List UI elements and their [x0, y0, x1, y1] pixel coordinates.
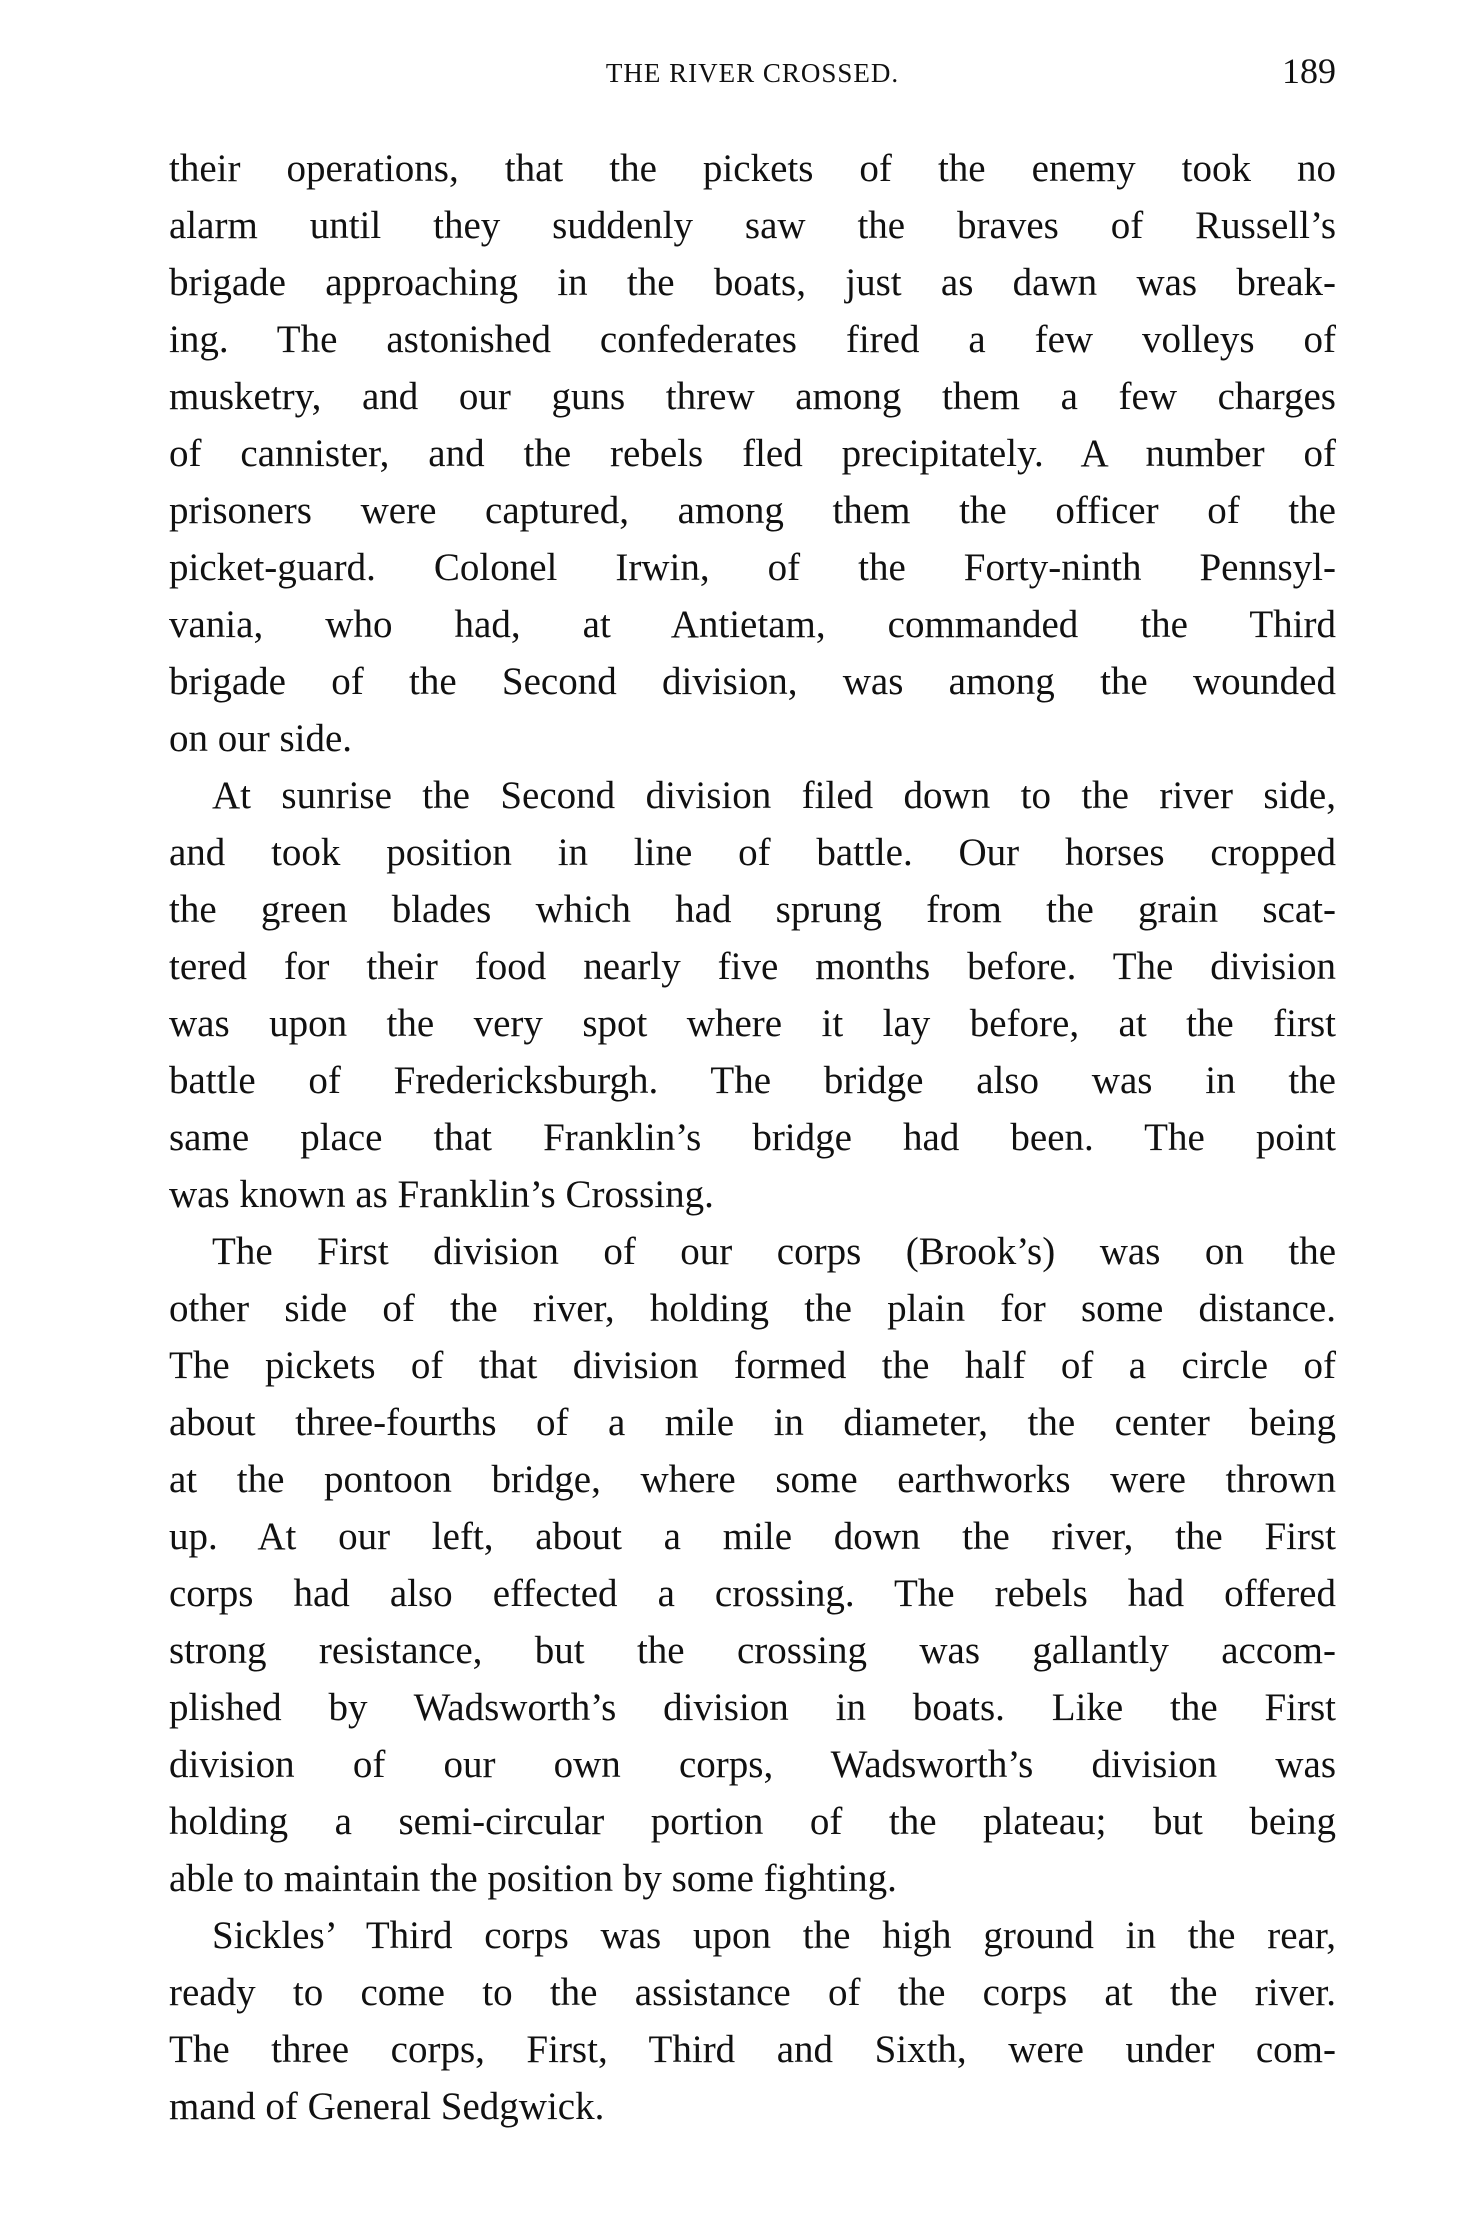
text-line: about three-fourths of a mile in diameter, the center being [169, 1401, 1336, 1444]
text-line: ready to come to the assistance of the corps at the river. [169, 1971, 1336, 2014]
text-line: was upon the very spot where it lay before, at the first [169, 1002, 1336, 1045]
text-line: same place that Franklin’s bridge had been. The point [169, 1116, 1336, 1159]
text-line: battle of Fredericksburgh. The bridge also was in the [169, 1059, 1336, 1102]
text-line: on our side. [169, 717, 353, 760]
text-line: musketry, and our guns threw among them a few charges [169, 375, 1336, 418]
running-title: THE RIVER CROSSED. [605, 58, 900, 88]
text-line: holding a semi-circular portion of the plateau; but being [169, 1800, 1336, 1843]
text-line: mand of General Sedgwick. [169, 2085, 605, 2128]
text-line: picket-guard. Colonel Irwin, of the Forty-ninth Pennsyl- [169, 546, 1336, 589]
text-line: up. At our left, about a mile down the river, the First [169, 1515, 1336, 1558]
text-line: alarm until they suddenly saw the braves of Russell’s [169, 204, 1336, 247]
text-line: division of our own corps, Wadsworth’s division was [169, 1743, 1336, 1786]
text-line: The First division of our corps (Brook’s) was on the [212, 1230, 1336, 1273]
paragraph [169, 1907, 1336, 2135]
paragraph [169, 1223, 1336, 1907]
text-line: and took position in line of battle. Our horses cropped [169, 831, 1336, 874]
page-header [169, 48, 1336, 98]
text-line: At sunrise the Second division filed down to the river side, [212, 774, 1336, 817]
text-line: Sickles’ Third corps was upon the high ground in the rear, [212, 1914, 1336, 1957]
text-line: their operations, that the pickets of the enemy took no [169, 147, 1336, 190]
paragraph [169, 767, 1336, 1223]
text-line: prisoners were captured, among them the officer of the [169, 489, 1336, 532]
text-line: ing. The astonished confederates fired a few volleys of [169, 318, 1336, 361]
text-line: vania, who had, at Antietam, commanded the Third [169, 603, 1336, 646]
paragraph [169, 140, 1336, 767]
text-line: at the pontoon bridge, where some earthworks were thrown [169, 1458, 1336, 1501]
page-number: 189 [1282, 51, 1336, 91]
text-line: tered for their food nearly five months before. The division [169, 945, 1336, 988]
text-line: brigade approaching in the boats, just as dawn was break- [169, 261, 1336, 304]
text-line: strong resistance, but the crossing was gallantly accom- [169, 1629, 1336, 1672]
text-line: able to maintain the position by some fighting. [169, 1857, 897, 1900]
text-line: brigade of the Second division, was among the wounded [169, 660, 1336, 703]
text-line: The pickets of that division formed the half of a circle of [169, 1344, 1336, 1387]
text-line: of cannister, and the rebels fled precipitately. A number of [169, 432, 1336, 475]
text-line: other side of the river, holding the plain for some distance. [169, 1287, 1336, 1330]
text-line: the green blades which had sprung from the grain scat- [169, 888, 1336, 931]
text-line: was known as Franklin’s Crossing. [169, 1173, 714, 1216]
text-line: plished by Wadsworth’s division in boats. Like the First [169, 1686, 1336, 1729]
text-line: The three corps, First, Third and Sixth, were under com- [169, 2028, 1336, 2071]
page-body [169, 140, 1336, 2135]
text-line: corps had also effected a crossing. The rebels had offered [169, 1572, 1336, 1615]
